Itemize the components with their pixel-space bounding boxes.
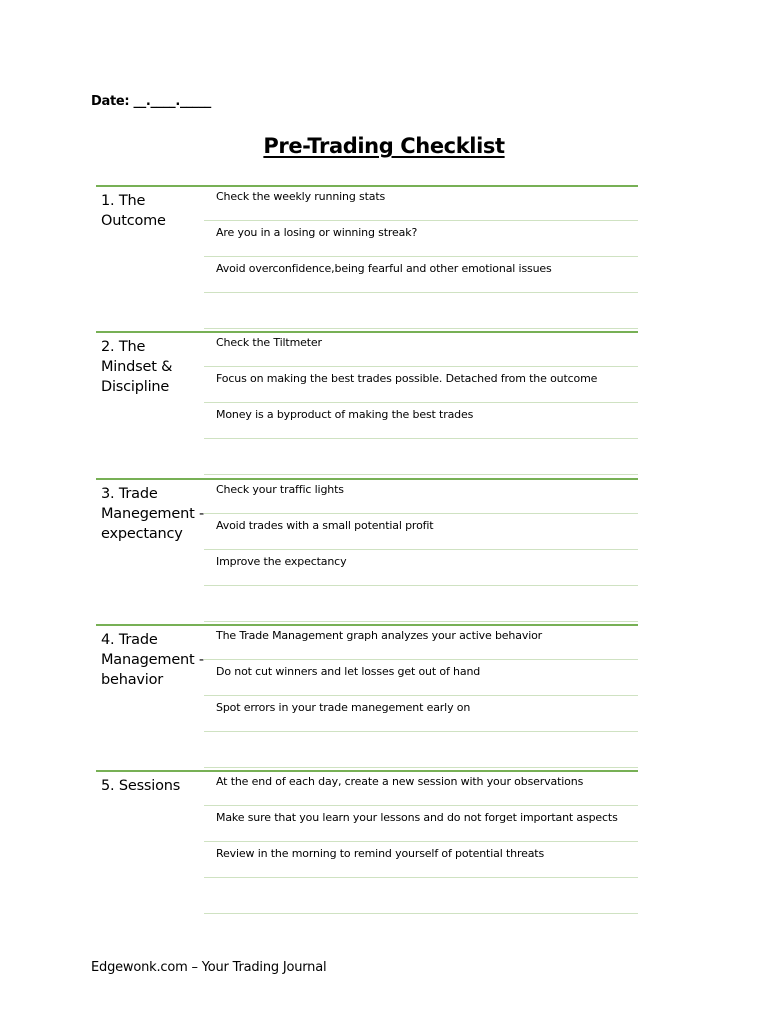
- checklist-items: [204, 624, 638, 768]
- checklist-items: [204, 331, 638, 475]
- checklist-item: Review in the morning to remind yourself of potential threats: [204, 842, 638, 878]
- section-title: 3. Trade Manegement - expectancy: [101, 486, 204, 542]
- checklist-item: Money is a byproduct of making the best trades: [204, 403, 638, 439]
- section-sessions: [96, 770, 638, 916]
- section-title: 4. Trade Management - behavior: [101, 632, 204, 688]
- section-title: 5. Sessions: [101, 778, 181, 794]
- section-mindset-discipline: [96, 331, 638, 477]
- checklist-item: Make sure that you learn your lessons and do not forget important aspects: [204, 806, 638, 842]
- checklist-item: Improve the expectancy: [204, 550, 638, 586]
- checklist-item: Do not cut winners and let losses get out of hand: [204, 660, 638, 696]
- checklist-item: Avoid trades with a small potential profit: [204, 514, 638, 550]
- checklist-item: Check your traffic lights: [204, 478, 638, 514]
- page-title: Pre-Trading Checklist: [263, 134, 505, 158]
- checklist-item: Spot errors in your trade manegement early on: [204, 696, 638, 732]
- section-outcome: [96, 185, 638, 331]
- checklist-item: Are you in a losing or winning streak?: [204, 221, 638, 257]
- section-title: 1. The Outcome: [101, 193, 166, 229]
- checklist-item: Check the weekly running stats: [204, 185, 638, 221]
- checklist-item: At the end of each day, create a new session with your observations: [204, 770, 638, 806]
- checklist-items: [204, 478, 638, 622]
- checklist-item-empty: [204, 439, 638, 475]
- section-trade-behavior: [96, 624, 638, 770]
- footer-text: Edgewonk.com – Your Trading Journal: [91, 960, 327, 975]
- checklist-item-empty: [204, 732, 638, 768]
- checklist-item: Check the Tiltmeter: [204, 331, 638, 367]
- checklist-item-empty: [204, 878, 638, 914]
- checklist-item-empty: [204, 293, 638, 329]
- checklist-items: [204, 770, 638, 914]
- checklist-item: Avoid overconfidence,being fearful and other emotional issues: [204, 257, 638, 293]
- checklist-item-empty: [204, 586, 638, 622]
- section-trade-expectancy: [96, 478, 638, 624]
- checklist-item: Focus on making the best trades possible. Detached from the outcome: [204, 367, 638, 403]
- checklist-items: [204, 185, 638, 329]
- date-field: Date: __.____._____: [91, 94, 211, 109]
- section-title: 2. The Mindset & Discipline: [101, 339, 173, 395]
- checklist-item: The Trade Management graph analyzes your active behavior: [204, 624, 638, 660]
